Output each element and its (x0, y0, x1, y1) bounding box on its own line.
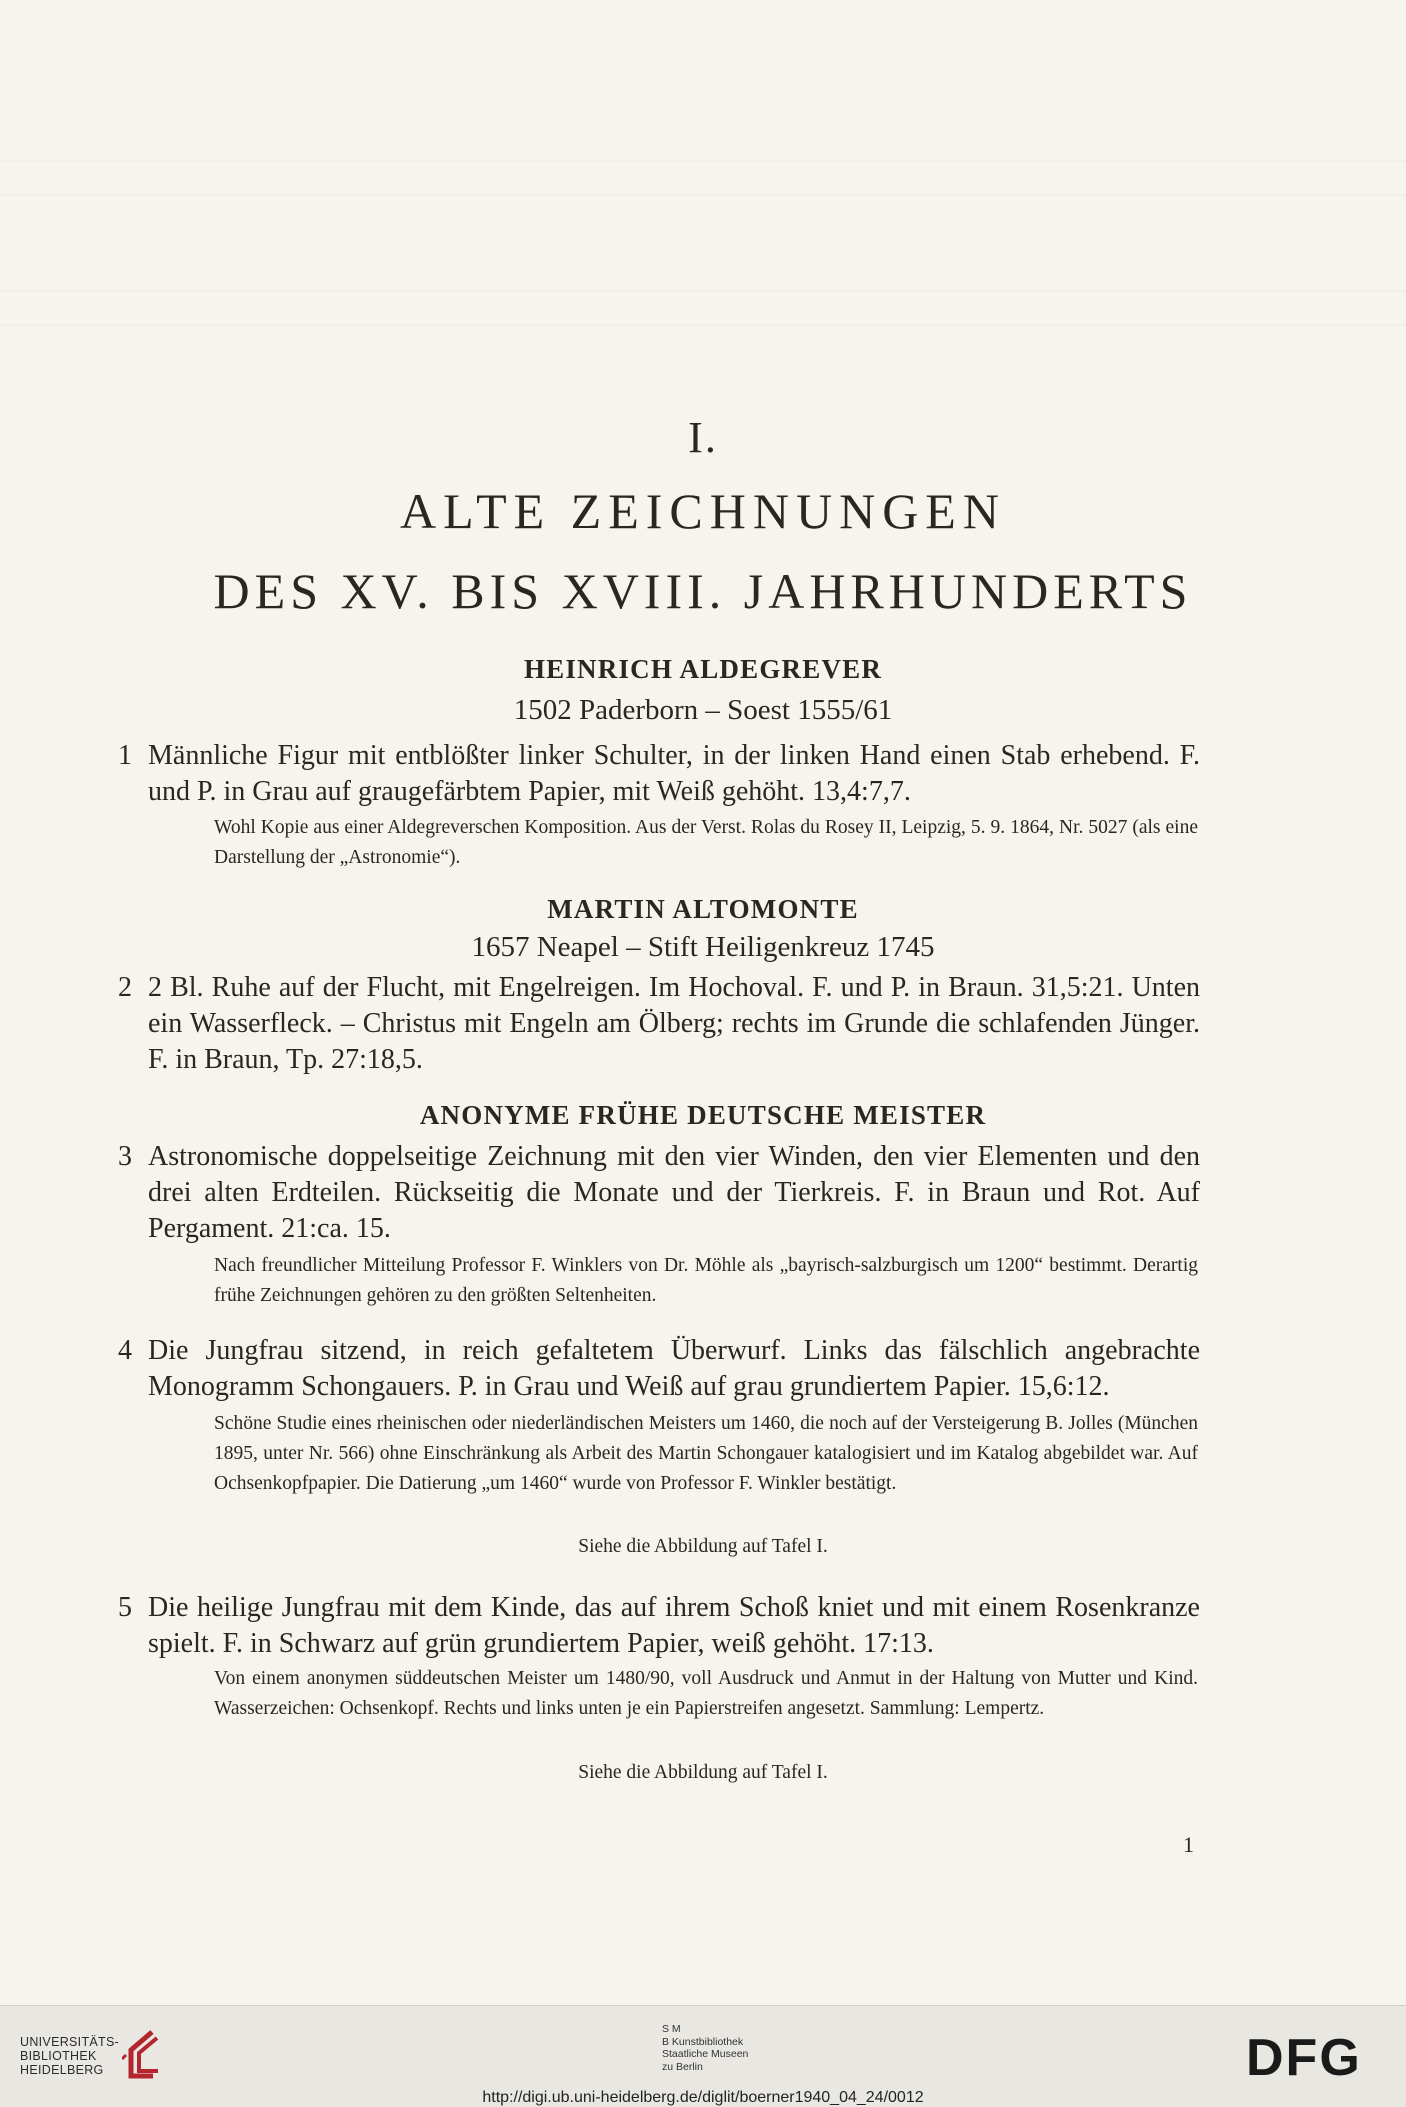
catalogue-entry (118, 738, 1200, 810)
artist-heading: ANONYME FRÜHE DEUTSCHE MEISTER (419, 1100, 987, 1130)
library-name-line: HEIDELBERG (20, 2063, 104, 2077)
section-number: I. (688, 413, 718, 462)
catalogue-entry (118, 1333, 1200, 1405)
artist-heading: HEINRICH ALDEGREVER (523, 654, 883, 684)
entry-number: 4 (118, 1335, 132, 1366)
entry-text: Astronomische doppelseitige Zeichnung mit den vier Winden, den vier Elementen und den drei alten Erdteilen. Rückseitig die Monate und der Tierkreis. F. in Braun und Rot. Auf Pergament. 21:ca. 15. (148, 1141, 1200, 1244)
smb-line: B Kunstbibliothek (662, 2035, 744, 2048)
university-library-logo-icon[interactable] (122, 2029, 170, 2079)
entry-text: Die Jungfrau sitzend, in reich gefaltetem Überwurf. Links das fälschlich angebrachte Monogramm Schongauers. P. in Grau und Weiß auf grau grundiertem Papier. 15,6:12. (148, 1335, 1200, 1402)
entry-note: Wohl Kopie aus einer Aldegreverschen Komposition. Aus der Verst. Rolas du Rosey II, Leipzig, 5. 9. 1864, Nr. 5027 (als eine Darstellung der „Astronomie“). (214, 817, 1198, 868)
entry-text: Die heilige Jungfrau mit dem Kinde, das auf ihrem Schoß kniet und mit einem Rosenkranze spielt. F. in Schwarz auf grün grundiertem Papier, weiß gehöht. 17:13. (148, 1592, 1200, 1659)
university-library-label[interactable] (20, 2035, 119, 2077)
section-title-line1: ALTE ZEICHNUNGEN (400, 483, 1006, 539)
plate-reference: Siehe die Abbildung auf Tafel I. (578, 1536, 828, 1557)
plate-reference: Siehe die Abbildung auf Tafel I. (578, 1762, 828, 1783)
catalogue-entry (118, 1590, 1200, 1662)
library-name-line: UNIVERSITÄTS- (20, 2035, 120, 2049)
catalogue-entry (118, 970, 1200, 1078)
entry-note: Von einem anonymen süddeutschen Meister um 1480/90, voll Ausdruck und Anmut in der Haltung von Mutter und Kind. Wasserzeichen: Ochsenkopf. Rechts und links unten je ein Papierstreifen angesetzt. Sammlung: Lempertz. (214, 1668, 1198, 1719)
smb-line: zu Berlin (662, 2060, 703, 2073)
entry-note: Nach freundlicher Mitteilung Professor F. Winklers von Dr. Möhle als „bayrisch-salzburgisch um 1200“ bestimmt. Derartig frühe Zeichnungen gehören zu den größten Seltenheiten. (214, 1255, 1198, 1306)
dfg-logo[interactable]: DFG (1246, 2029, 1362, 2087)
smb-line: S M (662, 2023, 681, 2035)
catalogue-entry (118, 1139, 1200, 1247)
artist-heading: MARTIN ALTOMONTE (547, 894, 859, 924)
entry-note: Schöne Studie eines rheinischen oder niederländischen Meisters um 1460, die noch auf der Versteigerung B. Jolles (München 1895, unter Nr. 566) ohne Einschränkung als Arbeit des Martin Schongauer katalogisiert und im Katalog abgebildet war. Auf Ochsenkopfpapier. Die Datierung „um 1460“ wurde von Professor F. Winkler bestätigt. (214, 1413, 1198, 1494)
entry-text: Männliche Figur mit entblößter linker Schulter, in der linken Hand einen Stab erhebend. F. und P. in Grau auf graugefärbtem Papier, mit Weiß gehöht. 13,4:7,7. (148, 740, 1200, 807)
smb-line: Staatliche Museen (662, 2048, 749, 2060)
permalink-url[interactable]: http://digi.ub.uni-heidelberg.de/diglit/boerner1940_04_24/0012 (482, 2089, 924, 2106)
entry-text: 2 Bl. Ruhe auf der Flucht, mit Engelreigen. Im Hochoval. F. und P. in Braun. 31,5:21. Unten ein Wasserfleck. – Christus mit Engeln am Ölberg; rechts im Grunde die schlafenden Jünger. F. in Braun, Tp. 27:18,5. (148, 972, 1200, 1075)
section-title-line2: DES XV. BIS XVIII. JAHRHUNDERTS (213, 563, 1193, 619)
smb-kunstbibliothek-logo[interactable] (662, 2023, 748, 2073)
artist-dates: 1502 Paderborn – Soest 1555/61 (513, 694, 893, 726)
bleed-through (0, 290, 1406, 350)
viewer-footer (0, 2005, 1406, 2107)
artist-dates: 1657 Neapel – Stift Heiligenkreuz 1745 (471, 931, 935, 963)
entry-number: 1 (118, 740, 132, 771)
page-number: 1 (1183, 1832, 1194, 1857)
entry-number: 5 (118, 1592, 132, 1623)
library-name-line: BIBLIOTHEK (20, 2049, 97, 2063)
entry-number: 2 (118, 972, 132, 1003)
bleed-through (0, 160, 1406, 220)
entry-number: 3 (118, 1141, 132, 1172)
